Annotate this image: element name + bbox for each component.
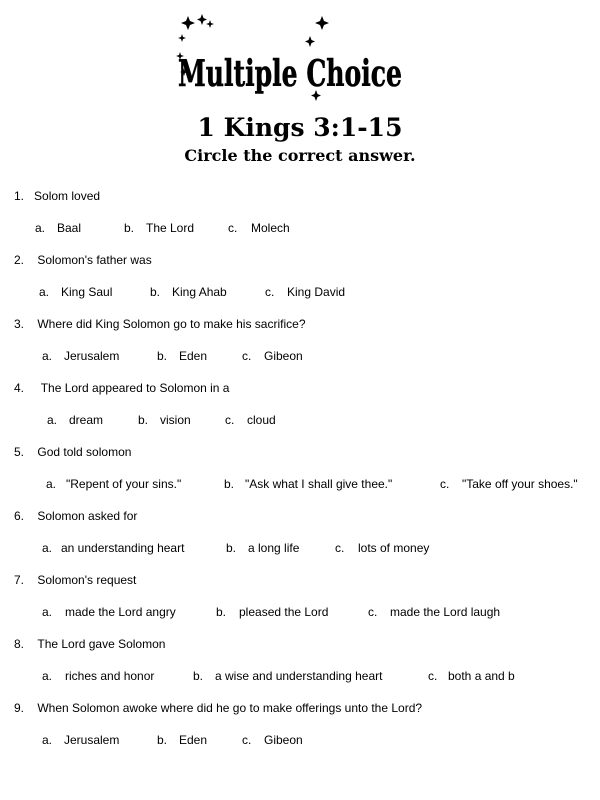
answer-option[interactable]: cloud: [247, 413, 276, 427]
option-letter: b.: [150, 285, 161, 299]
question-text: The Lord appeared to Solomon in a: [40, 381, 230, 395]
option-letter: b.: [124, 221, 135, 235]
option-letter: c.: [368, 605, 378, 619]
question: [14, 572, 136, 588]
option-letter: a.: [42, 669, 53, 683]
question-text: The Lord gave Solomon: [37, 637, 166, 651]
answer-option[interactable]: a long life: [248, 541, 300, 555]
multiple-choice-logo: [170, 12, 410, 102]
question-text: Solom loved: [34, 189, 101, 203]
option-letter: a.: [42, 349, 53, 363]
logo-text: Multiple Choice: [178, 53, 402, 95]
answer-option[interactable]: riches and honor: [65, 669, 155, 683]
question-text: When Solomon awoke where did he go to make offerings unto the Lord?: [37, 701, 423, 715]
question-number: 9.: [14, 701, 25, 715]
answer-option[interactable]: The Lord: [146, 221, 195, 235]
option-letter: c.: [440, 477, 450, 491]
option-letter: a.: [42, 605, 53, 619]
question: [14, 316, 306, 332]
question-text: Solomon asked for: [37, 509, 138, 523]
question-number: 8.: [14, 637, 25, 651]
answer-option[interactable]: a wise and understanding heart: [215, 669, 383, 683]
answer-option[interactable]: Molech: [251, 221, 290, 235]
option-letter: c.: [265, 285, 275, 299]
option-letter: b.: [157, 733, 168, 747]
answer-option[interactable]: dream: [69, 413, 104, 427]
option-letter: b.: [226, 541, 237, 555]
question-number: 6.: [14, 509, 25, 523]
question: [14, 252, 152, 268]
option-letter: b.: [157, 349, 168, 363]
question-number: 1.: [14, 189, 25, 203]
instructions: Circle the correct answer.: [184, 146, 416, 165]
answer-option[interactable]: Eden: [179, 349, 208, 363]
question: [14, 700, 422, 716]
option-letter: c.: [428, 669, 438, 683]
answer-option[interactable]: vision: [160, 413, 191, 427]
answer-option[interactable]: King Saul: [61, 285, 113, 299]
answer-option[interactable]: Jerusalem: [64, 349, 120, 363]
option-letter: c.: [335, 541, 345, 555]
question: [14, 188, 100, 204]
answer-option[interactable]: King Ahab: [172, 285, 227, 299]
answer-option[interactable]: "Take off your shoes.": [462, 477, 578, 491]
option-letter: a.: [42, 733, 53, 747]
answer-option[interactable]: both a and b: [448, 669, 515, 683]
answer-option[interactable]: an understanding heart: [61, 541, 185, 555]
option-letter: a.: [35, 221, 46, 235]
answer-option[interactable]: "Repent of your sins.": [66, 477, 182, 491]
question-number: 3.: [14, 317, 25, 331]
option-letter: c.: [242, 733, 252, 747]
answer-option[interactable]: made the Lord angry: [65, 605, 176, 619]
answer-option[interactable]: Gibeon: [264, 349, 303, 363]
option-letter: c.: [225, 413, 235, 427]
question-number: 7.: [14, 573, 25, 587]
page-title: 1 Kings 3:1-15: [197, 113, 403, 142]
question-text: Solomon's father was: [37, 253, 152, 267]
option-letter: a.: [46, 477, 57, 491]
question-text: God told solomon: [37, 445, 132, 459]
answer-option[interactable]: Baal: [57, 221, 82, 235]
option-letter: b.: [216, 605, 227, 619]
option-letter: a.: [39, 285, 50, 299]
option-letter: b.: [193, 669, 204, 683]
answer-option[interactable]: pleased the Lord: [239, 605, 329, 619]
question-text: Solomon's request: [37, 573, 137, 587]
question-number: 4.: [14, 381, 25, 395]
option-letter: c.: [228, 221, 238, 235]
option-letter: a.: [42, 541, 53, 555]
question: [14, 508, 137, 524]
question-number: 5.: [14, 445, 25, 459]
answer-option[interactable]: Gibeon: [264, 733, 303, 747]
question: [14, 636, 165, 652]
question: [14, 444, 131, 460]
question-number: 2.: [14, 253, 25, 267]
answer-option[interactable]: "Ask what I shall give thee.": [245, 477, 393, 491]
option-letter: c.: [242, 349, 252, 363]
answer-option[interactable]: lots of money: [358, 541, 430, 555]
option-letter: a.: [47, 413, 58, 427]
question: [14, 380, 229, 396]
option-letter: b.: [224, 477, 235, 491]
answer-option[interactable]: King David: [287, 285, 346, 299]
question-text: Where did King Solomon go to make his sacrifice?: [37, 317, 306, 331]
answer-option[interactable]: made the Lord laugh: [390, 605, 501, 619]
option-letter: b.: [138, 413, 149, 427]
answer-option[interactable]: Jerusalem: [64, 733, 120, 747]
answer-option[interactable]: Eden: [179, 733, 208, 747]
